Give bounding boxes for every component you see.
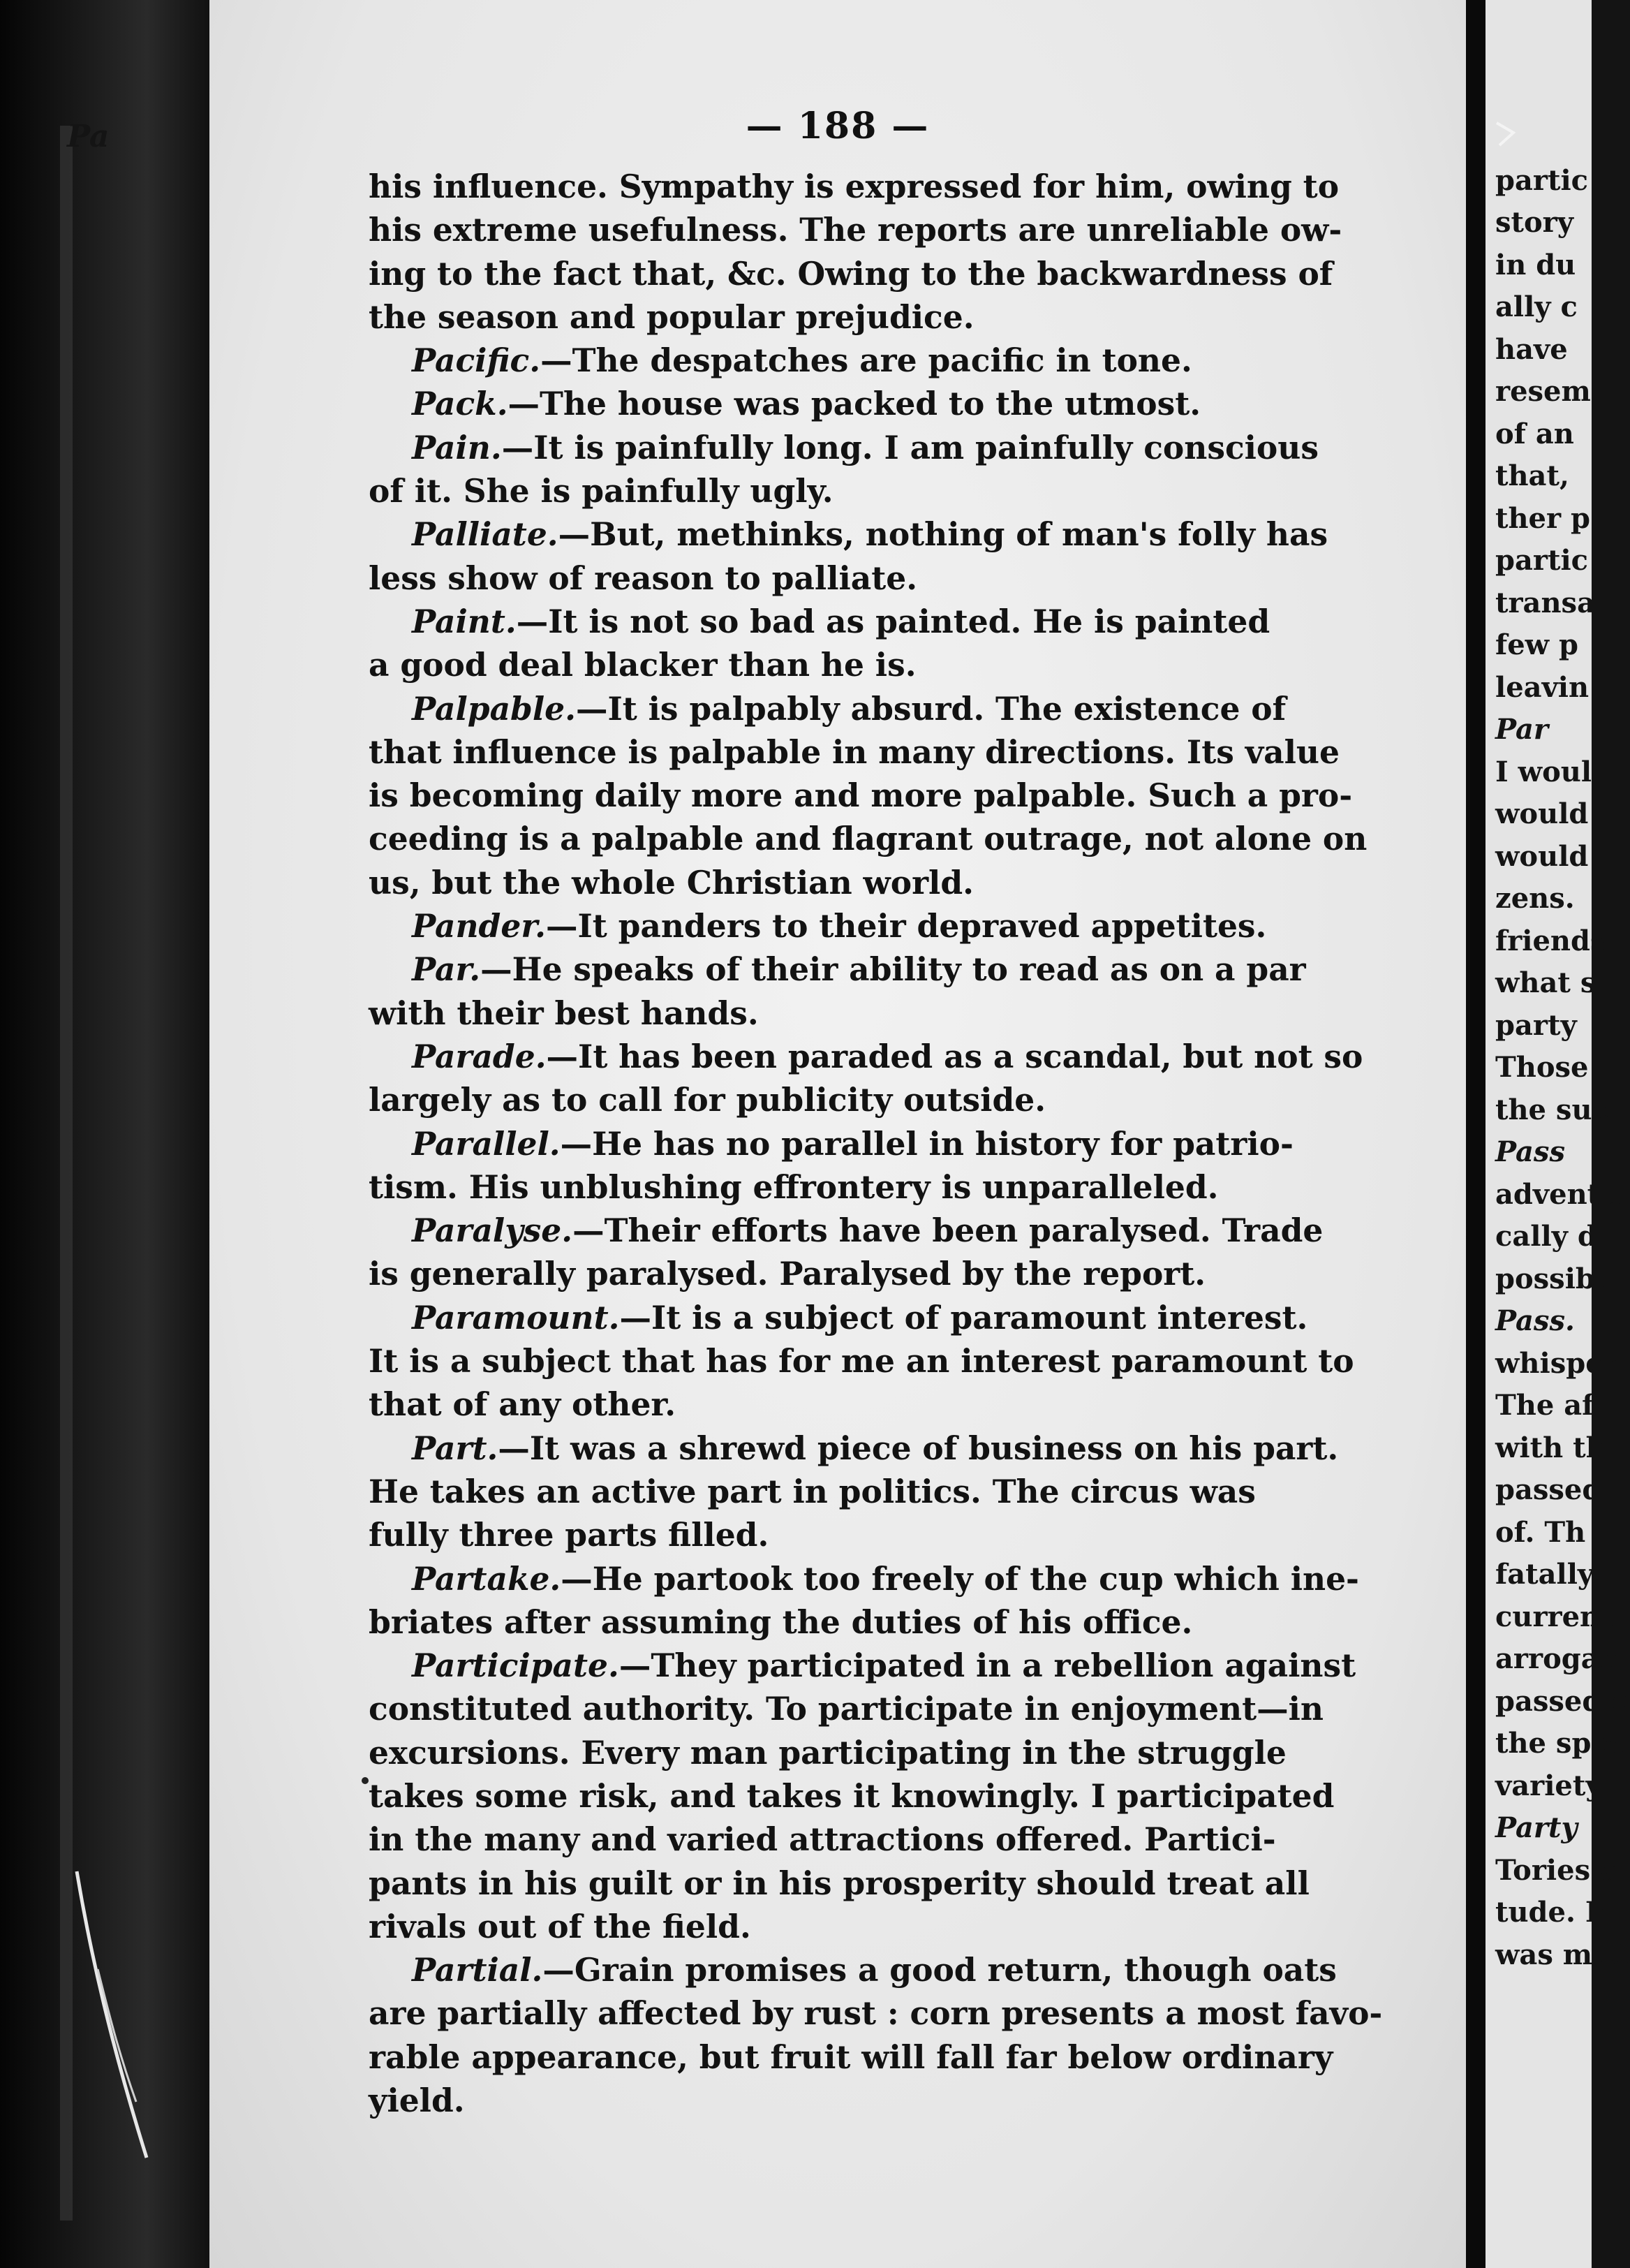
arrow-mark-icon <box>1494 117 1526 149</box>
entry-headword: Partial. <box>412 1951 543 1989</box>
entry-headword: Palpable. <box>412 689 576 728</box>
text-line <box>369 1165 1402 1209</box>
body-text <box>369 165 1402 2122</box>
text-line <box>369 1905 1402 1948</box>
entry-headword: Palliate. <box>412 515 558 554</box>
line-text: that of any other. <box>369 1385 676 1424</box>
facing-line: have <box>1495 332 1568 366</box>
text-line <box>369 469 1402 513</box>
text-line <box>369 600 1402 643</box>
entry-headword: Paralyse. <box>412 1212 573 1250</box>
facing-line: ally c <box>1495 290 1578 323</box>
facing-line: Pass. <box>1495 1304 1575 1337</box>
line-text: —Their efforts have been paralysed. Trade <box>572 1212 1324 1250</box>
facing-line: that, <box>1495 459 1569 492</box>
facing-line: few p <box>1495 628 1578 661</box>
facing-page-text <box>1495 117 1630 1976</box>
facing-line: Par <box>1495 713 1548 746</box>
line-text: less show of reason to palliate. <box>369 559 918 597</box>
line-text: —It panders to their depraved appetites. <box>545 907 1267 945</box>
text-line <box>369 557 1402 600</box>
line-text: —He speaks of their ability to read as on a par <box>480 950 1306 989</box>
facing-line: leavin <box>1495 670 1590 704</box>
line-text: briates after assuming the duties of his office. <box>369 1603 1193 1641</box>
line-text: He takes an active part in politics. The circus was <box>369 1472 1256 1510</box>
line-text: —They participated in a rebellion against <box>618 1647 1356 1685</box>
text-line <box>369 1600 1402 1644</box>
text-line <box>369 1339 1402 1383</box>
facing-page <box>1485 0 1630 2268</box>
facing-line: passed c <box>1495 1684 1629 1718</box>
line-text: —It was a shrewd piece of business on his part. <box>498 1429 1339 1467</box>
text-line <box>369 1122 1402 1165</box>
entry-headword: Pain. <box>412 428 502 466</box>
text-line <box>369 1513 1402 1556</box>
text-line <box>369 1687 1402 1730</box>
line-text: largely as to call for publicity outside. <box>369 1081 1046 1119</box>
entry-headword: Paramount. <box>412 1298 620 1336</box>
line-text: excursions. Every man participating in the struggle <box>369 1733 1287 1772</box>
line-text: fully three parts filled. <box>369 1516 769 1554</box>
scratch-mark <box>70 1871 154 2165</box>
text-line <box>369 687 1402 730</box>
text-line <box>369 1991 1402 2035</box>
text-line <box>369 1252 1402 1295</box>
entry-headword: Par. <box>412 950 481 989</box>
facing-line: adventu <box>1495 1177 1621 1211</box>
facing-line: with th <box>1495 1431 1606 1464</box>
text-line <box>369 426 1402 469</box>
entry-headword: Paint. <box>412 602 517 640</box>
text-line <box>369 1078 1402 1121</box>
line-text: —It is palpably absurd. The existence of <box>575 689 1287 728</box>
entry-headword: Pacific. <box>412 341 541 380</box>
facing-line: Those <box>1495 1051 1589 1084</box>
facing-line: resem <box>1495 375 1591 408</box>
entry-headword: Part. <box>412 1429 498 1467</box>
entry-headword: Partake. <box>412 1559 561 1598</box>
facing-line: I woul <box>1495 755 1592 788</box>
text-line <box>369 513 1402 556</box>
text-line <box>369 2035 1402 2079</box>
text-line <box>369 1296 1402 1339</box>
facing-line: transa <box>1495 586 1595 619</box>
facing-line: in du <box>1495 248 1576 281</box>
facing-line: zens. <box>1495 882 1575 915</box>
line-text: constituted authority. To participate in enjoyment—in <box>369 1690 1324 1728</box>
line-text: —It is not so bad as painted. He is painted <box>516 602 1270 640</box>
text-line <box>369 2079 1402 2122</box>
line-text: —But, methinks, nothing of man's folly has <box>558 515 1328 554</box>
ink-speck <box>362 1777 369 1784</box>
text-line <box>369 730 1402 774</box>
facing-line: whisper <box>1495 1346 1618 1380</box>
line-text: his extreme usefulness. The reports are unreliable ow- <box>369 211 1342 249</box>
facing-line: The aff <box>1495 1389 1605 1422</box>
facing-line: tude. H <box>1495 1896 1612 1929</box>
entry-headword: Pander. <box>412 907 546 945</box>
line-text: —The despatches are pacific in tone. <box>540 341 1192 380</box>
text-line <box>369 774 1402 817</box>
line-text: of it. She is painfully ugly. <box>369 472 833 510</box>
text-line <box>369 861 1402 904</box>
page-gutter <box>1466 0 1485 2268</box>
facing-line: ther p <box>1495 501 1590 535</box>
line-text: —He partook too freely of the cup which ine- <box>561 1559 1359 1598</box>
line-text: ceeding is a palpable and flagrant outrage, not alone on <box>369 820 1368 858</box>
line-text: —It is a subject of paramount interest. <box>619 1298 1308 1336</box>
page-number: — 188 — <box>746 105 930 147</box>
facing-line: was mad <box>1495 1938 1630 1971</box>
text-line <box>369 992 1402 1035</box>
line-text: his influence. Sympathy is expressed for him, owing to <box>369 168 1340 205</box>
line-text: with their best hands. <box>369 994 759 1032</box>
text-line <box>369 252 1402 295</box>
text-line <box>369 1035 1402 1078</box>
text-line <box>369 1818 1402 1861</box>
line-text: —It has been paraded as a scandal, but not so <box>546 1037 1363 1075</box>
line-text: pants in his guilt or in his prosperity should treat all <box>369 1864 1310 1902</box>
text-line <box>369 643 1402 686</box>
facing-line: would <box>1495 839 1589 873</box>
facing-line: Party <box>1495 1811 1578 1844</box>
text-line <box>369 948 1402 991</box>
facing-line: possibl <box>1495 1262 1606 1295</box>
facing-line: would <box>1495 797 1589 830</box>
line-text: —The house was packed to the utmost. <box>507 385 1201 423</box>
line-text: yield. <box>369 2082 465 2120</box>
facing-line: party <box>1495 1008 1577 1042</box>
text-line <box>369 817 1402 860</box>
line-text: —It is painfully long. I am painfully conscious <box>501 428 1319 466</box>
line-text: are partially affected by rust : corn presents a most favo- <box>369 1994 1383 2033</box>
line-text: It is a subject that has for me an interest paramount to <box>369 1342 1354 1380</box>
facing-line: story <box>1495 206 1573 239</box>
text-line <box>369 165 1402 208</box>
line-text: in the many and varied attractions offered. Partici- <box>369 1820 1276 1859</box>
facing-line: partic <box>1495 163 1588 197</box>
line-text: the season and popular prejudice. <box>369 297 975 336</box>
line-text: —He has no parallel in history for patrio- <box>560 1124 1294 1163</box>
facing-line: what s <box>1495 966 1596 999</box>
text-line <box>369 339 1402 382</box>
text-line <box>369 1470 1402 1513</box>
text-line <box>369 1948 1402 1991</box>
text-line <box>369 382 1402 425</box>
entry-headword: Parade. <box>412 1037 547 1075</box>
entry-headword: Participate. <box>412 1647 619 1685</box>
facing-line: of. Th <box>1495 1515 1586 1549</box>
facing-line: arrogan <box>1495 1642 1620 1675</box>
facing-line: fatally. <box>1495 1558 1601 1591</box>
entry-headword: Pack. <box>412 385 508 423</box>
text-line <box>369 208 1402 251</box>
facing-line: the suc <box>1495 1093 1609 1126</box>
text-line <box>369 1644 1402 1687</box>
text-line <box>369 1774 1402 1818</box>
facing-line: the spec <box>1495 1727 1627 1760</box>
facing-line: Tories a <box>1495 1853 1618 1887</box>
text-line <box>369 1209 1402 1252</box>
text-line <box>369 1383 1402 1426</box>
line-text: that influence is palpable in many directions. Its value <box>369 732 1340 771</box>
facing-line: current <box>1495 1600 1613 1633</box>
line-text: rivals out of the field. <box>369 1907 751 1945</box>
text-line <box>369 1862 1402 1905</box>
line-text: a good deal blacker than he is. <box>369 646 917 684</box>
facing-line: of an <box>1495 417 1574 450</box>
facing-line: cally d <box>1495 1220 1597 1253</box>
line-text: takes some risk, and takes it knowingly. I participated <box>369 1776 1335 1815</box>
text-line <box>369 295 1402 339</box>
line-text: is becoming daily more and more palpable. Such a pro- <box>369 776 1353 815</box>
line-text: —Grain promises a good return, though oats <box>542 1951 1337 1989</box>
text-line <box>369 904 1402 948</box>
facing-line: friends <box>1495 924 1606 957</box>
text-line <box>369 1427 1402 1470</box>
line-text: us, but the whole Christian world. <box>369 863 974 901</box>
facing-line: passed <box>1495 1473 1602 1506</box>
text-line <box>369 1557 1402 1600</box>
line-text: rable appearance, but fruit will fall far below ordinary <box>369 2038 1333 2076</box>
line-text: is generally paralysed. Paralysed by the report. <box>369 1255 1206 1293</box>
line-text: tism. His unblushing effrontery is unparalleled. <box>369 1168 1219 1206</box>
facing-line: Pass <box>1495 1135 1565 1168</box>
line-text: ing to the fact that, &c. Owing to the backwardness of <box>369 254 1333 293</box>
entry-headword: Parallel. <box>412 1124 561 1163</box>
facing-line: partic <box>1495 544 1588 577</box>
facing-line: variety <box>1495 1769 1602 1802</box>
text-line <box>369 1731 1402 1774</box>
main-page <box>209 0 1466 2268</box>
facing-page-header: Pa <box>67 119 110 154</box>
